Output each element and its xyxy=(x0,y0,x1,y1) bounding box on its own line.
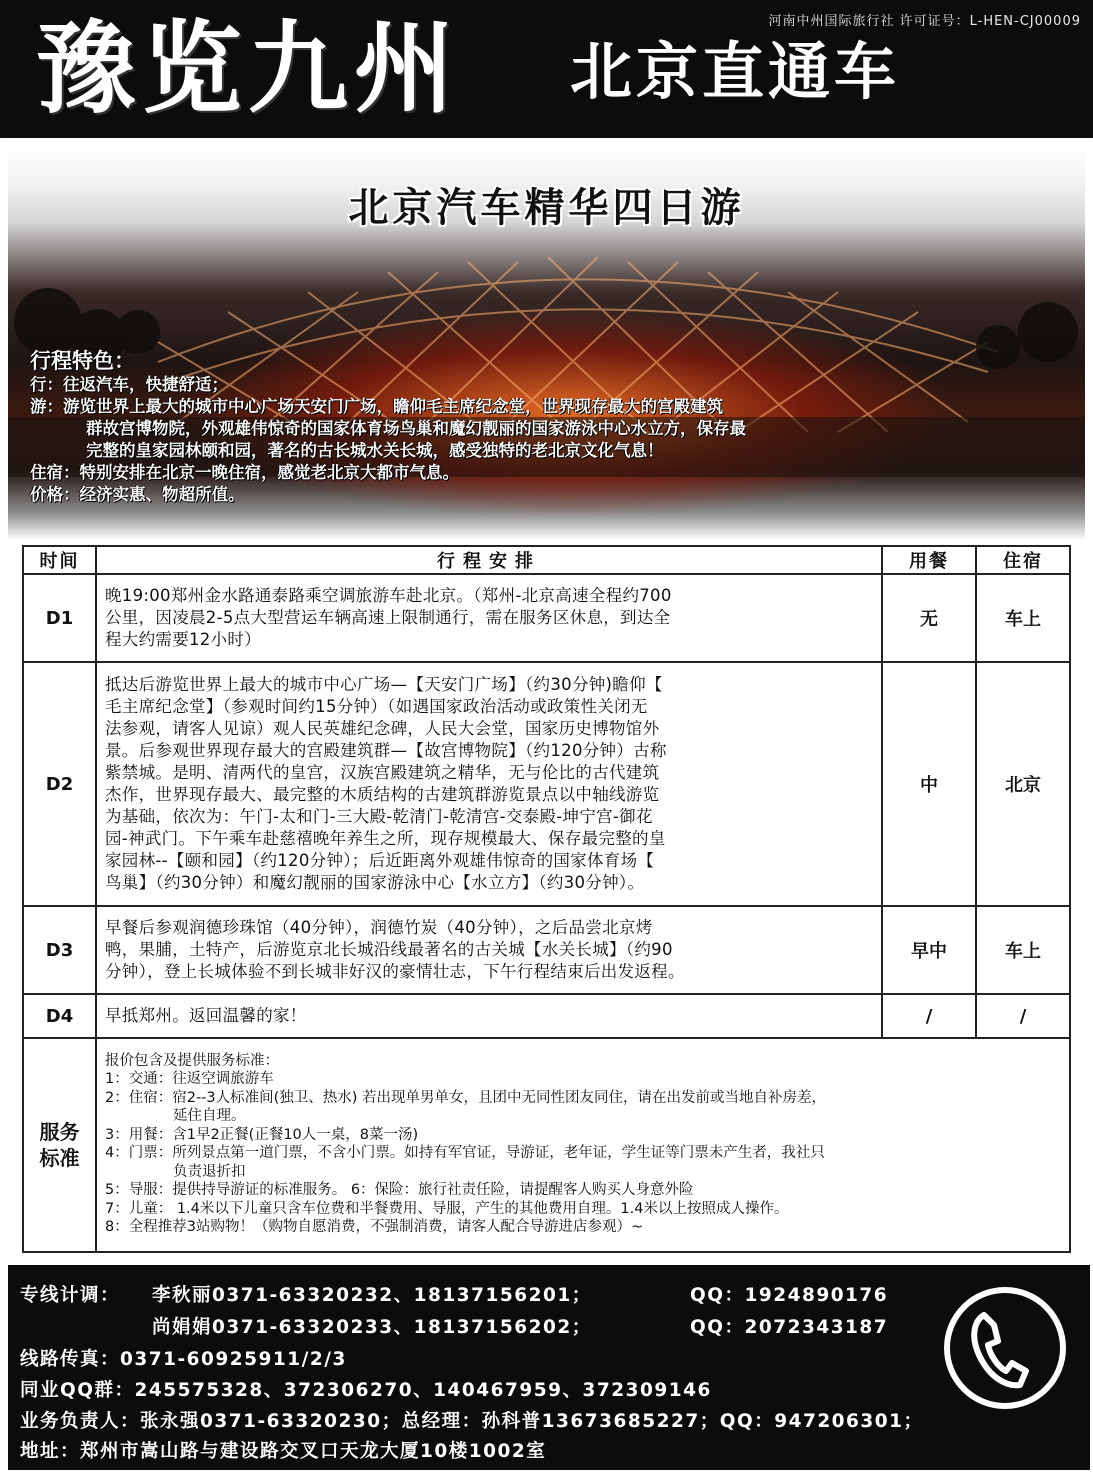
table-row xyxy=(23,994,1070,1038)
hotline-1: 李秋丽0371-63320232、18137156201； xyxy=(152,1285,592,1306)
contact-footer xyxy=(8,1265,1090,1470)
table-row xyxy=(23,574,1070,662)
qq-group: 同业QQ群：245575328、372306270、140467959、372309146 xyxy=(20,1380,712,1401)
day-label: D3 xyxy=(23,906,96,994)
service-label xyxy=(23,1038,96,1252)
day-label: D4 xyxy=(23,994,96,1038)
qq-1: QQ：1924890176 xyxy=(690,1285,889,1306)
business-manager: 业务负责人：张永强0371-63320230；总经理：孙科普13673685227；QQ：947206301； xyxy=(20,1411,924,1432)
brand-subtitle: 北京直通车 xyxy=(570,35,901,108)
table-row xyxy=(23,906,1070,994)
description-line: 公里，因凌晨2-5点大型营运车辆高速上限制通行，需在服务区休息，到达全 xyxy=(105,608,671,627)
service-item: 负责退折扣 xyxy=(173,1163,246,1180)
travel-text: 往返汽车，快捷舒适； xyxy=(63,375,228,394)
tour-features xyxy=(30,348,1070,506)
service-title: 报价包含及提供服务标准： xyxy=(105,1052,279,1069)
description-line: 景。后参观世界现存最大的宫殿建筑群—【故宫博物院】（约120分钟）古称 xyxy=(105,741,667,760)
description-line: 程大约需要12小时） xyxy=(105,630,261,649)
tour-title: 北京汽车精华四日游 xyxy=(348,185,745,231)
tour-text-line: 完整的皇家园林颐和园，著名的古长城水关长城，感受独特的老北京文化气息！ xyxy=(86,441,664,460)
fax-line: 线路传真：0371-60925911/2/3 xyxy=(20,1349,347,1370)
day-meal: / xyxy=(882,994,976,1038)
day-meal: 无 xyxy=(882,574,976,662)
stay-label: 住宿： xyxy=(30,463,80,482)
service-item: 1：交通：往返空调旅游车 xyxy=(105,1071,274,1087)
day-meal: 早中 xyxy=(882,906,976,994)
description-line: 家园林--【颐和园】（约120分钟）；后近距离外观雄伟惊奇的国家体育场【 xyxy=(105,851,655,870)
service-item: 7：儿童： 1.4米以下儿童只含车位费和半餐费用、导服，产生的其他费用自理。1.4米以上按照成人操作。 xyxy=(105,1200,789,1217)
service-item: 4：门票：所列景点第一道门票，不含小门票。如持有军官证，导游证，老年证，学生证等门票未产生者，我社只 xyxy=(105,1145,825,1161)
day-description xyxy=(96,574,882,662)
description-line: 园-神武门。下午乘车赴慈禧晚年养生之所，现存规模最大、保存最完整的皇 xyxy=(105,829,666,848)
header-time: 时间 xyxy=(23,546,96,574)
brand-title: 豫览九州 xyxy=(36,9,460,127)
day-label: D1 xyxy=(23,574,96,662)
service-item: 8：全程推荐3站购物！（购物自愿消费，不强制消费，请客人配合导游进店参观）~ xyxy=(105,1219,644,1235)
service-item: 3：用餐：含1早2正餐(正餐10人一桌，8菜一汤) xyxy=(105,1126,419,1143)
tour-text-line: 群故宫博物院，外观雄伟惊奇的国家体育场鸟巢和魔幻靓丽的国家游泳中心水立方，保存最 xyxy=(86,419,746,438)
day-meal: 中 xyxy=(882,662,976,906)
day-stay: 北京 xyxy=(976,662,1070,906)
header-meal: 用餐 xyxy=(882,546,976,574)
hero-image xyxy=(8,142,1085,540)
description-line: 抵达后游览世界上最大的城市中心广场—【天安门广场】（约30分钟)瞻仰【 xyxy=(105,675,663,694)
day-label: D2 xyxy=(23,662,96,906)
day-description xyxy=(96,662,882,906)
service-item: 5：导服：提供持导游证的标准服务。 6：保险：旅行社责任险，请提醒客人购买人身意外险 xyxy=(105,1182,694,1198)
description-line: 分钟），登上长城体验不到长城非好汉的豪情壮志，下午行程结束后出发返程。 xyxy=(105,962,685,981)
header-schedule: 行程安排 xyxy=(96,546,882,574)
table-header-row xyxy=(23,546,1070,574)
description-line: 早餐后参观润德珍珠馆（40分钟），润德竹炭（40分钟），之后品尝北京烤 xyxy=(105,918,653,937)
service-details xyxy=(96,1038,1070,1252)
service-label-line: 服务 xyxy=(39,1120,80,1144)
description-line: 早抵郑州。返回温馨的家！ xyxy=(105,1006,307,1025)
description-line: 法参观，请客人见谅）观人民英雄纪念碑，人民大会堂，国家历史博物馆外 xyxy=(105,719,660,738)
address: 地址：郑州市嵩山路与建设路交叉口天龙大厦10楼1002室 xyxy=(20,1441,547,1462)
tour-label: 游： xyxy=(30,397,63,416)
service-standard-row xyxy=(23,1038,1070,1252)
day-stay: 车上 xyxy=(976,574,1070,662)
hotline-label: 专线计调： xyxy=(20,1285,121,1306)
description-line: 毛主席纪念堂】（参观时间约15分钟）（如遇国家政治活动或政策性关闭无 xyxy=(105,697,648,716)
table-row xyxy=(23,662,1070,906)
service-label-line: 标准 xyxy=(39,1146,80,1170)
tour-text-line: 游览世界上最大的城市中心广场天安门广场，瞻仰毛主席纪念堂，世界现存最大的宫殿建筑 xyxy=(63,397,723,416)
qq-2: QQ：2072343187 xyxy=(690,1317,889,1338)
price-label: 价格： xyxy=(30,485,80,504)
description-line: 紫禁城。是明、清两代的皇宫，汉族宫殿建筑之精华，无与伦比的古代建筑 xyxy=(105,763,660,782)
travel-label: 行： xyxy=(30,375,63,394)
day-stay: / xyxy=(976,994,1070,1038)
description-line: 鸭，果脯，土特产，后游览京北长城沿线最著名的古关城【水关长城】（约90 xyxy=(105,940,673,959)
agency-license: 河南中州国际旅行社 许可证号：L-HEN-CJ00009 xyxy=(768,14,1081,29)
features-heading: 行程特色： xyxy=(30,349,135,373)
service-item: 延住自理。 xyxy=(173,1108,246,1124)
phone-icon xyxy=(944,1287,1066,1409)
hotline-2: 尚娟娟0371-63320233、18137156202； xyxy=(152,1317,592,1338)
day-description xyxy=(96,994,882,1038)
itinerary-table xyxy=(22,545,1071,1253)
day-stay: 车上 xyxy=(976,906,1070,994)
header-stay: 住宿 xyxy=(976,546,1070,574)
description-line: 杰作，世界现存最大、最完整的木质结构的古建筑群游览景点以中轴线游览 xyxy=(105,785,660,804)
description-line: 鸟巢】（约30分钟）和魔幻靓丽的国家游泳中心【水立方】（约30分钟）。 xyxy=(105,873,645,892)
description-line: 晚19:00郑州金水路通泰路乘空调旅游车赴北京。（郑州-北京高速全程约700 xyxy=(105,586,672,605)
price-text: 经济实惠、物超所值。 xyxy=(79,485,245,504)
description-line: 为基础，依次为：午门-太和门-三大殿-乾清门-乾清宫-交泰殿-坤宁宫-御花 xyxy=(105,807,653,826)
stay-text: 特别安排在北京一晚住宿，感觉老北京大都市气息。 xyxy=(79,463,459,482)
header-banner xyxy=(0,0,1093,138)
service-item: 2：住宿：宿2--3人标准间(独卫、热水) 若出现单男单女，且团中无同性团友同住，请在出发前或当地自补房差， xyxy=(105,1089,827,1106)
day-description xyxy=(96,906,882,994)
